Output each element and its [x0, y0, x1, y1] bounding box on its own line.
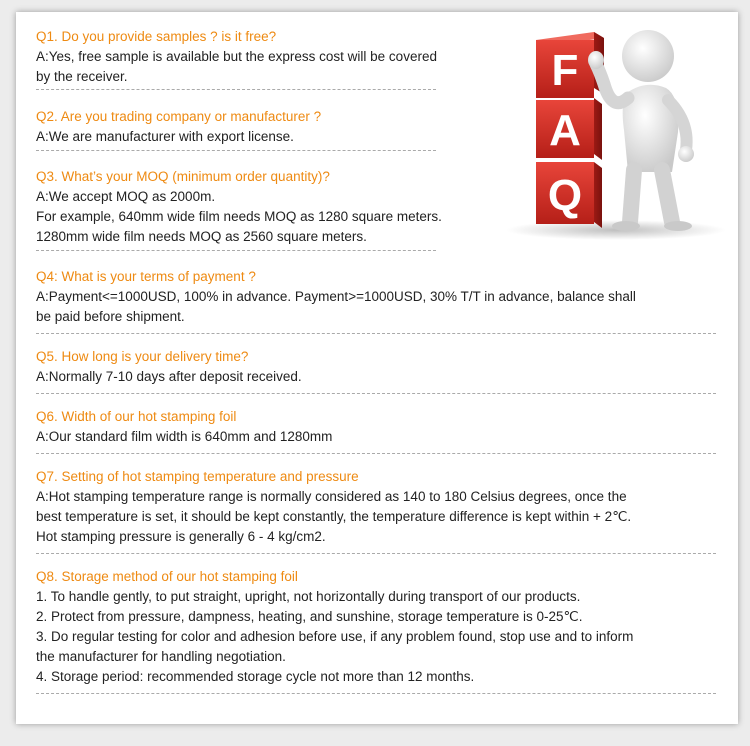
faq-item-8: [36, 567, 633, 687]
faq-cube-a: [536, 98, 602, 160]
faq-answer-line: 2. Protect from pressure, dampness, heating, and sunshine, storage temperature is 0-25℃.: [36, 609, 583, 624]
faq-answer-line: the manufacturer for handling negotiation.: [36, 649, 286, 664]
faq-question: Q6. Width of our hot stamping foil: [36, 409, 237, 424]
faq-question: Q7. Setting of hot stamping temperature and pressure: [36, 469, 359, 484]
faq-answer-line: 1280mm wide film needs MOQ as 2560 square meters.: [36, 229, 367, 244]
faq-question: Q4: What is your terms of payment ?: [36, 269, 256, 284]
divider: [36, 89, 436, 90]
divider: [36, 250, 436, 251]
faq-answer-line: For example, 640mm wide film needs MOQ as 1280 square meters.: [36, 209, 442, 224]
thinking-person-icon: [588, 30, 694, 231]
faq-answer-line: 1. To handle gently, to put straight, upright, not horizontally during transport of our products.: [36, 589, 581, 604]
faq-question: Q2. Are you trading company or manufacturer ?: [36, 109, 322, 124]
faq-item-3: [36, 167, 442, 247]
divider: [36, 393, 716, 394]
faq-answer-line: Hot stamping pressure is generally 6 - 4 kg/cm2.: [36, 529, 326, 544]
faq-question: Q3. What’s your MOQ (minimum order quantity)?: [36, 169, 330, 184]
faq-letter: F: [551, 46, 579, 95]
faq-question: Q5. How long is your delivery time?: [36, 349, 249, 364]
faq-item-6: [36, 407, 332, 447]
faq-item-1: [36, 27, 437, 87]
faq-question: Q8. Storage method of our hot stamping foil: [36, 569, 298, 584]
faq-answer-line: 3. Do regular testing for color and adhesion before use, if any problem found, stop use and to inform: [36, 629, 634, 644]
faq-answer-line: A:Payment<=1000USD, 100% in advance. Payment>=1000USD, 30% T/T in advance, balance shall: [36, 289, 636, 304]
faq-letter: Q: [547, 171, 583, 220]
divider: [36, 150, 436, 151]
faq-answer-line: A:We accept MOQ as 2000m.: [36, 189, 216, 204]
faq-item-7: [36, 467, 631, 547]
divider: [36, 453, 716, 454]
faq-item-2: [36, 107, 321, 147]
faq-answer-line: A:Yes, free sample is available but the express cost will be covered: [36, 49, 437, 64]
faq-answer-line: A:We are manufacturer with export license.: [36, 129, 294, 144]
faq-answer-line: A:Our standard film width is 640mm and 1280mm: [36, 429, 333, 444]
faq-illustration: [496, 22, 726, 242]
faq-answer-line: A:Hot stamping temperature range is normally considered as 140 to 180 Celsius degrees, once the: [36, 489, 627, 504]
faq-item-4: [36, 267, 636, 327]
faq-letter: A: [549, 106, 581, 155]
faq-card: [16, 12, 738, 724]
faq-question: Q1. Do you provide samples ? is it free?: [36, 29, 277, 44]
faq-answer-line: by the receiver.: [36, 69, 128, 84]
divider: [36, 333, 716, 334]
faq-answer-line: A:Normally 7-10 days after deposit received.: [36, 369, 302, 384]
divider: [36, 693, 716, 694]
faq-answer-line: be paid before shipment.: [36, 309, 185, 324]
faq-answer-line: best temperature is set, it should be kept constantly, the temperature difference is kept within + 2℃.: [36, 509, 632, 524]
divider: [36, 553, 716, 554]
faq-cube-q: [536, 162, 602, 228]
faq-item-5: [36, 347, 302, 387]
faq-answer-line: 4. Storage period: recommended storage cycle not more than 12 months.: [36, 669, 475, 684]
